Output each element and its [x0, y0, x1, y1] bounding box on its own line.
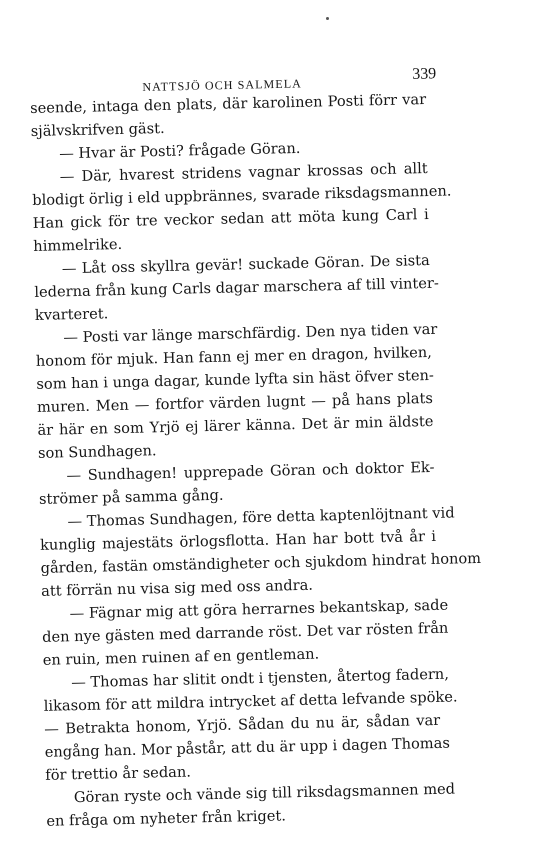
text-line: — Thomas Sundhagen, före detta kaptenlöjtnant vid [67, 504, 455, 531]
text-line: — Där, hvarest stridens vagnar krossas och allt [59, 159, 428, 186]
text-line: Han gick för tre veckor sedan att möta kung Carl i [32, 205, 429, 232]
text-line: är här en som Yrjö ej lärer känna. Det är min äldste [37, 412, 434, 439]
text-line: för trettio år sedan. [45, 763, 192, 784]
text-line: likasom för att mildra intrycket af detta lefvande spöke. [43, 688, 458, 715]
text-line: son Sundhagen. [37, 442, 157, 462]
text-line: kunglig majestäts örlogsflotta. Han har bott två år i [39, 527, 437, 554]
text-line: som han i unga dagar, kunde lyfta sin häst öfver sten- [36, 366, 435, 393]
text-line: Göran ryste och vände sig till riksdagsmannen med [73, 780, 456, 807]
text-line: — Sundhagen! upprepade Göran och doktor Ek- [66, 458, 435, 485]
text-line: himmelrike. [33, 235, 123, 255]
page-number: 339 [412, 65, 437, 83]
text-line: den nye gästen med darrande röst. Det var rösten från [42, 619, 449, 646]
body-text [30, 89, 544, 830]
text-line: lederna från kung Carls dagar marschera af till vinter- [34, 274, 440, 301]
text-line: muren. Men — fortfor värden lugnt — på hans plats [36, 389, 434, 416]
text-line: — Låt oss skyllra gevär! suckade Göran. De sista [61, 251, 430, 278]
text-line: blodigt örlig i eld uppbrännes, svarade riksdagsmannen. [32, 182, 452, 209]
text-line: — Fägnar mig att göra herrarnes bekantskap, sade [69, 596, 449, 623]
paper-speck [326, 17, 329, 20]
text-line: kvarteret. [34, 305, 109, 324]
text-line: att förrän nu visa sig med oss andra. [40, 576, 314, 600]
text-line: gården, fastän omständigheter och sjukdom hindrat honom [40, 549, 482, 577]
text-line: seende, intaga den plats, där karolinen Posti förr var [30, 91, 427, 117]
text-line: — Thomas har slitit ondt i tjensten, återtog fadern, [71, 665, 450, 692]
text-line: engång han. Mor påstår, att du är upp i dagen Thomas [44, 734, 451, 761]
text-line: en ruin, men ruinen af en gentleman. [42, 645, 320, 669]
running-head: NATTSJÖ OCH SALMELA [142, 76, 303, 94]
text-line: en fråga om nyheter från kriget. [46, 807, 287, 830]
text-line: — Betrakta honom, Yrjö. Sådan du nu är, sådan var [44, 711, 441, 738]
text-line: — Hvar är Posti? frågade Göran. [59, 139, 301, 163]
text-line: strömer på samma gång. [38, 486, 224, 508]
text-line: självskrifven gäst. [30, 119, 165, 140]
text-line: — Posti var länge marschfärdig. Den nya tiden var [63, 320, 438, 347]
text-line: honom för mjuk. Han fann ej mer en dragon, hvilken, [35, 343, 433, 370]
